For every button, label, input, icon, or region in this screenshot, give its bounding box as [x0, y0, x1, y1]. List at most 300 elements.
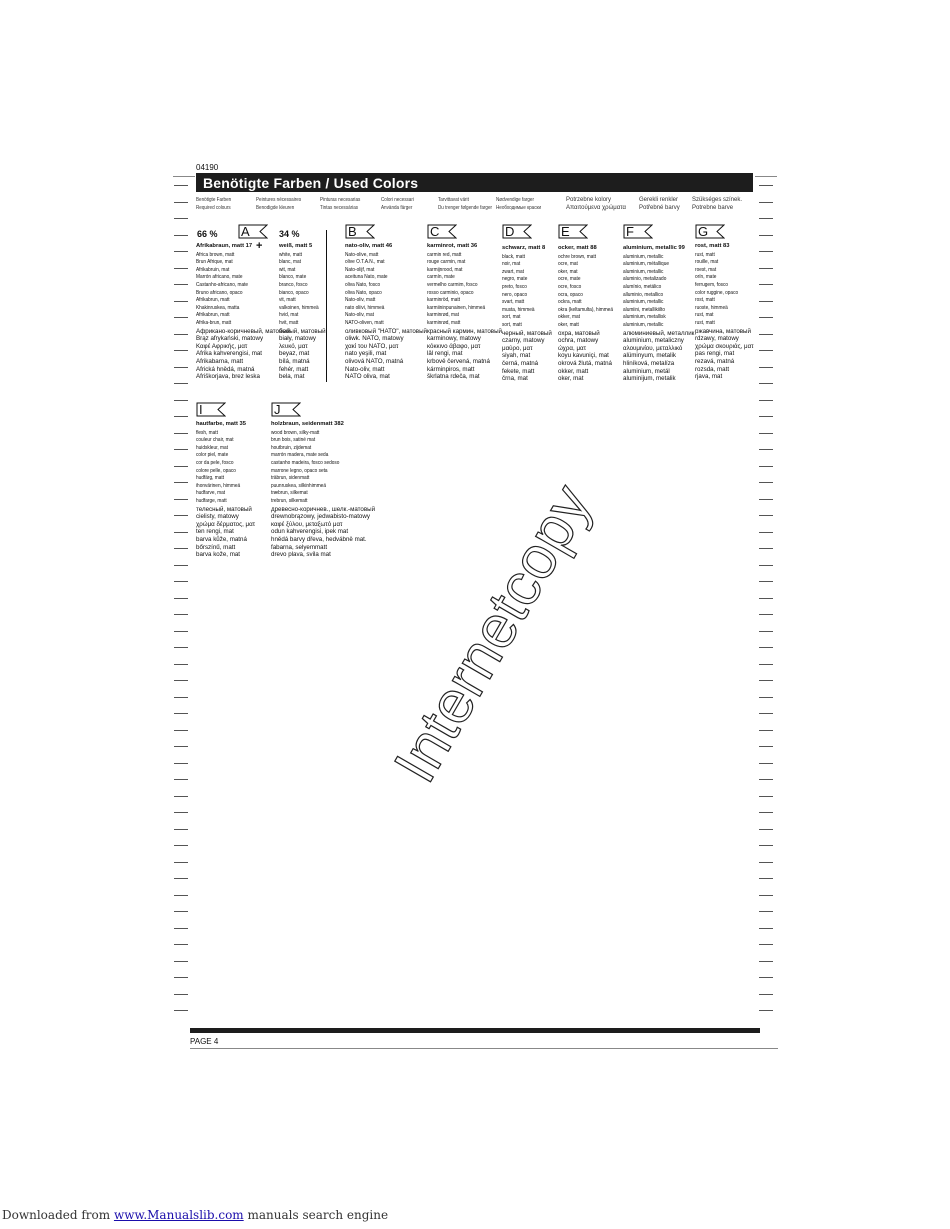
color-translation: Afrikabarna, matt [196, 357, 244, 365]
registration-mark [759, 416, 773, 417]
color-translation: ihonvärinen, himmeä [196, 482, 241, 489]
color-translation: alumiini, metallikiilto [623, 306, 666, 313]
color-translation: aluminium, métallique [623, 261, 669, 268]
color-translation: karminrød, mat [427, 312, 459, 319]
color-translation: алюминиевый, металлик [623, 329, 695, 337]
plus-sign: + [256, 240, 263, 252]
registration-mark [759, 499, 773, 500]
color-translation: oker, mat [558, 375, 584, 383]
color-translation: drevo plava, svila mat [271, 551, 331, 559]
color-translation: ten rengi, mat [196, 528, 234, 536]
registration-mark [759, 763, 773, 764]
color-translation: древесно-коричнев., шелк.-матовый [271, 505, 376, 513]
bottom-bar [190, 1028, 760, 1033]
color-letter-badge [271, 402, 301, 417]
color-translation: aluminium, metallic [623, 299, 664, 306]
color-translation: träbrun, sidenmatt [271, 475, 310, 482]
color-translation: μαύρο, ματ [502, 344, 533, 352]
color-translation: черный, матовый [502, 329, 552, 337]
registration-mark [174, 301, 188, 302]
color-translation: fabarna, selyemmatt [271, 543, 328, 551]
color-translation: aceituna Nato, mate [345, 274, 388, 281]
color-translation: okrová žlutá, matná [558, 359, 612, 367]
color-name: holzbraun, seidenmatt 382 [271, 421, 344, 427]
color-translation: fehér, matt [279, 365, 309, 373]
color-translation: ruoste, himmeä [695, 304, 728, 311]
color-translation: Africa brown, matt [196, 251, 235, 258]
color-translation: nero, opaco [502, 291, 528, 298]
color-letter-badge [427, 224, 457, 239]
registration-mark [759, 532, 773, 533]
registration-mark [759, 581, 773, 582]
color-translation: Afrikabruin, mat [196, 266, 230, 273]
color-letter-badge [238, 224, 268, 239]
registration-mark [759, 977, 773, 978]
registration-mark [174, 680, 188, 681]
color-translation: rjava, mat [695, 373, 723, 381]
footer-suffix: manuals search engine [243, 1208, 389, 1222]
color-translation: puunruskea, silkinhimmeä [271, 482, 326, 489]
color-translation: Afrikabrun, matt [196, 297, 230, 304]
color-translation: okra (keltamulta), himmeä [558, 306, 613, 313]
color-translation: χρώμα σκουριάς, ματ [695, 342, 754, 350]
color-letter: I [199, 402, 203, 417]
color-translation: olive O.T.A.N., mat [345, 259, 385, 266]
registration-mark [174, 713, 188, 714]
registration-mark [174, 400, 188, 401]
color-translation: ochra, matowy [558, 337, 599, 345]
registration-mark [174, 515, 188, 516]
color-translation: χρώμα δέρματος, ματ [196, 520, 256, 528]
color-translation: krbově červená, matná [427, 357, 490, 365]
color-translation: castanho madeira, fosco sedoso [271, 459, 340, 466]
registration-mark [174, 416, 188, 417]
registration-mark [174, 911, 188, 912]
registration-mark [759, 383, 773, 384]
color-translation: negro, mate [502, 276, 528, 283]
color-translation: sort, matt [502, 321, 522, 328]
color-column [196, 421, 255, 559]
registration-mark [759, 251, 773, 252]
registration-mark [759, 911, 773, 912]
registration-mark [759, 614, 773, 615]
registration-mark [174, 218, 188, 219]
color-translation: hvid, mat [279, 312, 299, 319]
color-translation: Nato-olive, matt [345, 251, 379, 258]
registration-mark [174, 779, 188, 780]
manualslib-link[interactable]: www.Manualslib.com [113, 1208, 244, 1222]
registration-mark [174, 614, 188, 615]
color-translation: houtbruin, zijdemat [271, 444, 312, 451]
color-translation: Bruno africano, opaco [196, 289, 243, 296]
color-name: ocker, matt 88 [558, 245, 597, 251]
color-translation: bőrszínű, matt [196, 543, 236, 551]
header-label: Colori necessari Använda färger [381, 197, 414, 211]
color-translation: okker, matt [558, 367, 589, 375]
registration-mark [174, 895, 188, 896]
registration-mark [759, 367, 773, 368]
color-translation: Afrika-brun, matt [196, 319, 232, 326]
color-translation: črna, mat [502, 375, 528, 383]
color-translation: αλουμινίου, μεταλλικό [623, 344, 683, 352]
registration-mark [174, 763, 188, 764]
registration-mark [759, 928, 773, 929]
color-name: Afrikabraun, matt 17 [196, 243, 253, 249]
registration-mark [174, 994, 188, 995]
percent-a: 66 % [197, 229, 218, 239]
color-translation: rust, matt [695, 251, 715, 258]
color-translation: NATO-oliven, matt [345, 319, 384, 326]
color-letter-badge [345, 224, 375, 239]
registration-mark [759, 779, 773, 780]
color-translation: musta, himmeä [502, 306, 535, 313]
color-translation: karmijnrood, mat [427, 266, 463, 273]
color-translation: ocre, mat [558, 261, 578, 268]
registration-mark [174, 185, 188, 186]
registration-mark [174, 796, 188, 797]
registration-mark [759, 449, 773, 450]
color-translation: aluminijum, metalik [623, 375, 676, 383]
color-translation: Afrikabrun, matt [196, 312, 230, 319]
color-letter: A [241, 224, 250, 239]
registration-mark [759, 235, 773, 236]
color-translation: Nato-oliv, matt [345, 365, 385, 373]
registration-mark [759, 647, 773, 648]
color-translation: olivová NATO, matná [345, 357, 404, 365]
color-translation: trebrun, silkematt [271, 497, 308, 504]
page-number: PAGE 4 [190, 1037, 219, 1046]
registration-mark [759, 895, 773, 896]
color-translation: rust, mat [695, 312, 714, 319]
registration-mark [174, 664, 188, 665]
color-translation: hnědá barvy dřeva, hedvábně mat. [271, 535, 367, 543]
color-translation: Африкано-коричневый, матовый [196, 327, 291, 335]
color-translation: huidskleur, mat [196, 444, 228, 451]
color-name: aluminium, metallic 99 [623, 245, 685, 251]
color-translation: valkoinen, himmeä [279, 304, 319, 311]
registration-mark [759, 565, 773, 566]
color-translation: aluminio, metalizado [623, 276, 667, 283]
color-translation: rozsda, matt [695, 365, 730, 373]
color-translation: rost, matt [695, 297, 715, 304]
color-translation: wit, mat [279, 266, 296, 273]
color-name: schwarz, matt 8 [502, 245, 546, 251]
registration-mark [174, 1010, 188, 1011]
color-translation: Nato-olijf, mat [345, 266, 375, 273]
footer [2, 1208, 388, 1222]
header-label: Nødvendige farger Необходимые краски [496, 197, 542, 211]
color-translation: sort, mat [502, 314, 521, 321]
footer-prefix: Downloaded from [2, 1208, 114, 1222]
registration-mark [174, 730, 188, 731]
registration-mark [759, 878, 773, 879]
color-translation: телесный, матовый [196, 505, 252, 513]
color-translation: karminröd, matt [427, 297, 461, 304]
color-column [345, 243, 427, 381]
color-translation: black, matt [502, 253, 525, 260]
color-column [695, 243, 754, 381]
registration-mark [759, 1010, 773, 1011]
header-label: Pinturas necesarias Tintas necessárias [320, 197, 361, 211]
color-column [279, 243, 326, 381]
registration-mark [759, 218, 773, 219]
registration-mark [174, 928, 188, 929]
color-translation: kárminpiros, matt [427, 365, 475, 373]
registration-mark [174, 829, 188, 830]
color-translation: ocra, opaco [558, 291, 583, 298]
color-translation: охра, матовый [558, 329, 600, 337]
registration-mark [759, 680, 773, 681]
color-translation: color piel, mate [196, 452, 229, 459]
registration-mark [174, 367, 188, 368]
color-translation: czarny, matowy [502, 337, 545, 345]
color-column [427, 243, 502, 381]
registration-mark [759, 796, 773, 797]
registration-mark [759, 829, 773, 830]
color-translation: odun kahverengisi, ipek mat [271, 528, 349, 536]
color-translation: Afriškorjava, brez leska [196, 373, 260, 381]
color-translation: aluminium, metaliczny [623, 337, 684, 345]
color-translation: Καφέ Αφρικής, ματ [196, 342, 248, 350]
color-translation: hudfärg, matt [196, 475, 225, 482]
color-translation: orín, mate [695, 274, 717, 281]
header-label: Potrzebne kolory Απαιτούμενα χρώματα [566, 197, 626, 211]
color-translation: ржавчина, матовый [695, 327, 751, 335]
frame-line [190, 1048, 778, 1049]
color-translation: ώχρα, ματ [558, 344, 587, 352]
registration-mark [174, 647, 188, 648]
registration-mark [174, 499, 188, 500]
color-translation: drewnobrązowy, jedwabisto-matowy [271, 513, 370, 521]
color-translation: oliva Nato, opaco [345, 289, 382, 296]
registration-mark [759, 482, 773, 483]
color-column [558, 245, 623, 383]
color-translation: karminowy, matowy [427, 335, 481, 343]
registration-mark [174, 251, 188, 252]
registration-mark [759, 548, 773, 549]
color-translation: alumínio, metálico [623, 283, 662, 290]
color-translation: wood brown, silky-matt [271, 429, 320, 436]
color-letter-badge [558, 224, 588, 239]
registration-mark [174, 433, 188, 434]
color-translation: okker, mat [558, 314, 580, 321]
color-translation: NATO oliva, mat [345, 373, 390, 381]
registration-mark [759, 400, 773, 401]
color-letter: B [348, 224, 357, 239]
registration-mark [759, 862, 773, 863]
color-translation: barva kůže, matná [196, 535, 247, 543]
registration-mark [759, 202, 773, 203]
header-label: Tarvittavat värit Du trenger følgende farger [438, 197, 493, 211]
color-translation: barva kože, mat [196, 551, 241, 559]
color-translation: zwart, mat [502, 268, 524, 275]
color-translation: škrlatna rdeča, mat [427, 373, 480, 381]
color-translation: rouille, mat [695, 259, 719, 266]
registration-mark [174, 383, 188, 384]
registration-mark [759, 433, 773, 434]
color-translation: nato yeşili, mat [345, 350, 387, 358]
color-translation: hvit, matt [279, 319, 299, 326]
registration-mark [174, 482, 188, 483]
page-title: Benötigte Farben / Used Colors [203, 175, 419, 191]
color-translation: bela, mat [279, 373, 305, 381]
color-translation: blanco, mate [279, 274, 307, 281]
column-divider [326, 230, 327, 382]
color-translation: oliva Nato, fosco [345, 281, 381, 288]
color-translation: oliwk. NATO, matowy [345, 335, 404, 343]
color-translation: couleur chair, mat [196, 437, 234, 444]
color-translation: lâl rengi, mat [427, 350, 463, 358]
color-translation: marrón madera, mate seda [271, 452, 329, 459]
registration-mark [174, 532, 188, 533]
color-translation: bianco, opaco [279, 289, 309, 296]
color-translation: brun bois, satiné mat [271, 437, 316, 444]
registration-mark [759, 185, 773, 186]
color-name: karminrot, matt 36 [427, 243, 478, 249]
registration-mark [174, 202, 188, 203]
color-translation: branco, fosco [279, 281, 308, 288]
color-translation: ocre, mate [558, 276, 581, 283]
color-translation: Castanho-africano, mate [196, 281, 249, 288]
registration-mark [759, 268, 773, 269]
color-letter-badge [623, 224, 653, 239]
color-translation: белый, матовый [279, 327, 326, 335]
color-letter: E [561, 224, 570, 239]
registration-mark [174, 862, 188, 863]
registration-mark [174, 235, 188, 236]
color-translation: κόκκινο άβαφο, ματ [427, 342, 481, 350]
registration-mark [759, 664, 773, 665]
color-translation: Africká hnědá, matná [196, 365, 255, 373]
color-translation: красный кармин, матовый [427, 327, 502, 335]
registration-mark [174, 334, 188, 335]
color-translation: koyu kavuniçi, mat [558, 352, 609, 360]
registration-mark [174, 565, 188, 566]
registration-mark [759, 317, 773, 318]
color-translation: cielisty, matowy [196, 513, 239, 521]
registration-mark [174, 812, 188, 813]
color-translation: vermelho carmim, fosco [427, 281, 478, 288]
color-translation: svart, matt [502, 299, 525, 306]
header-label: Szükséges színek. Potrebne barve [692, 197, 743, 211]
color-translation: blanc, mat [279, 259, 301, 266]
registration-mark [174, 466, 188, 467]
color-translation: ochre brown, matt [558, 253, 597, 260]
registration-mark [174, 746, 188, 747]
color-translation: pas rengi, mat [695, 350, 735, 358]
registration-mark [759, 961, 773, 962]
color-translation: Afrika kahverengisi, mat [196, 350, 263, 358]
color-letter-badge [695, 224, 725, 239]
registration-mark [759, 697, 773, 698]
registration-mark [759, 730, 773, 731]
color-translation: fekete, matt [502, 367, 535, 375]
registration-mark [174, 268, 188, 269]
color-translation: aluminium, metallic [623, 253, 664, 260]
document-code: 04190 [196, 163, 219, 172]
color-translation: marrone legno, opaco seta [271, 467, 328, 474]
color-translation: nato oliivi, himmeä [345, 304, 385, 311]
registration-mark [174, 449, 188, 450]
color-translation: colore pelle, opaco [196, 467, 236, 474]
color-translation: černá, matná [502, 359, 539, 367]
color-translation: oker, matt [558, 321, 579, 328]
color-translation: carmín, mate [427, 274, 455, 281]
color-translation: hudfarve, mat [196, 490, 226, 497]
registration-mark [759, 845, 773, 846]
color-translation: siyah, mat [502, 352, 531, 360]
registration-mark [174, 548, 188, 549]
registration-mark [759, 301, 773, 302]
registration-mark [759, 598, 773, 599]
registration-mark [174, 350, 188, 351]
color-column [271, 421, 375, 559]
color-translation: oker, mat [558, 268, 578, 275]
color-translation: rezavá, matná [695, 357, 735, 365]
color-letter: J [274, 402, 281, 417]
color-translation: alluminio, metallico [623, 291, 664, 298]
color-translation: white, matt [279, 251, 302, 258]
color-letter: C [430, 224, 440, 239]
registration-mark [174, 845, 188, 846]
color-column [196, 243, 290, 381]
color-name: nato-oliv, matt 46 [345, 243, 393, 249]
color-translation: Nato-oliv, matt [345, 297, 376, 304]
color-translation: aluminium, metallisk [623, 314, 666, 321]
color-translation: beyaz, mat [279, 350, 310, 358]
registration-mark [174, 284, 188, 285]
registration-mark [759, 284, 773, 285]
registration-mark [174, 317, 188, 318]
percent-b: 34 % [279, 229, 300, 239]
registration-mark [759, 746, 773, 747]
color-translation: træbrun, silkemat [271, 490, 308, 497]
color-translation: rosso carminio, opaco [427, 289, 474, 296]
color-translation: Nato-oliv, mat [345, 312, 374, 319]
color-column [623, 245, 694, 383]
color-column [502, 245, 552, 383]
color-translation: hudfarge, matt [196, 497, 227, 504]
frame-line [173, 176, 195, 177]
registration-mark [759, 515, 773, 516]
color-translation: preto, fosco [502, 283, 527, 290]
color-translation: biały, matowy [279, 335, 317, 343]
color-translation: color ruggine, opaco [695, 289, 739, 296]
color-translation: alüminyum, metalik [623, 352, 676, 360]
registration-mark [174, 961, 188, 962]
color-translation: aluminium, metallic [623, 268, 664, 275]
color-translation: cor da pele, fosco [196, 459, 234, 466]
color-translation: roest, mat [695, 266, 717, 273]
color-translation: rouge carmin, mat [427, 259, 466, 266]
color-name: hautfarbe, matt 35 [196, 421, 246, 427]
color-translation: rust, matt [695, 319, 715, 326]
color-translation: καφέ ξύλου, μεταξωτό ματ [271, 520, 343, 528]
color-translation: noir, mat [502, 261, 521, 268]
color-letter: G [698, 224, 709, 239]
registration-mark [174, 697, 188, 698]
registration-mark [759, 944, 773, 945]
color-translation: aluminium, metál [623, 367, 670, 375]
header-label: Gerekli renkler Potřebné barvy [639, 197, 680, 211]
header-label: Peintures nécessaires Benodigde kleuren [256, 197, 302, 211]
color-translation: оливковый "НАТО", матовый [345, 327, 427, 335]
watermark: Internetcopy [380, 473, 605, 794]
color-translation: hliníková, metalíza [623, 359, 675, 367]
color-translation: bílá, matná [279, 357, 310, 365]
color-translation: Khakinruskea, matta [196, 304, 240, 311]
registration-mark [174, 598, 188, 599]
